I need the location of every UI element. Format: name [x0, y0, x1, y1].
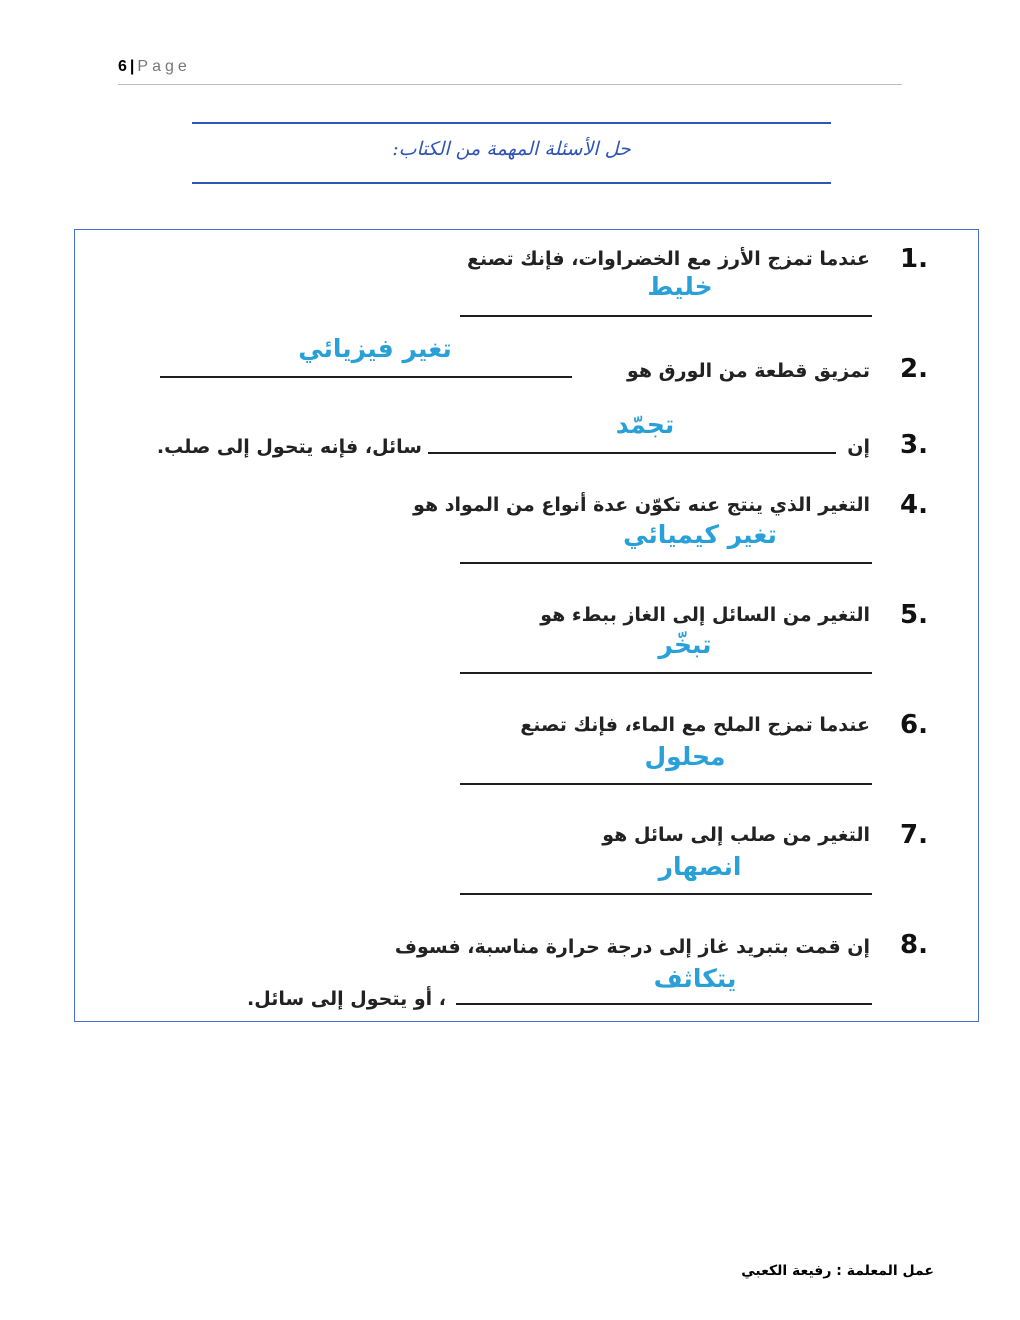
question-text: تمزيق قطعة من الورق هو	[626, 360, 870, 382]
question-text: عندما تمزج الملح مع الماء، فإنك تصنع	[520, 714, 870, 736]
question-number: 5.	[900, 600, 928, 630]
page-label: Page	[137, 58, 191, 75]
answer-text: محلول	[644, 742, 726, 771]
question-number: 8.	[900, 930, 928, 960]
question-text: إن قمت بتبريد غاز إلى درجة حرارة مناسبة، فسوف	[394, 936, 870, 958]
answer-text: تبخّر	[658, 630, 712, 659]
answer-line	[460, 783, 872, 785]
answer-text: تغير كيميائي	[623, 520, 777, 549]
question-text: التغير من صلب إلى سائل هو	[602, 824, 870, 846]
header-divider	[118, 84, 902, 85]
question-text: التغير من السائل إلى الغاز ببطء هو	[540, 604, 870, 626]
answer-text: تغير فيزيائي	[298, 334, 452, 363]
answer-text: يتكاثف	[653, 964, 737, 993]
question-text: التغير الذي ينتج عنه تكوّن عدة أنواع من المواد هو	[413, 494, 870, 516]
answer-line	[460, 315, 872, 317]
footer-credit: عمل المعلمة : رفيعة الكعبي	[741, 1263, 934, 1279]
title-rule-top	[192, 122, 831, 124]
question-text-before: إن	[847, 436, 870, 458]
question-number: 6.	[900, 710, 928, 740]
answer-line	[160, 376, 572, 378]
page-number: 6	[118, 58, 127, 75]
answer-text: انصهار	[658, 852, 742, 881]
title-rule-bottom	[192, 182, 831, 184]
answer-line	[460, 562, 872, 564]
question-number: 2.	[900, 354, 928, 384]
answer-text: تجمّد	[615, 410, 675, 439]
question-number: 4.	[900, 490, 928, 520]
answer-line	[460, 893, 872, 895]
answer-text: خليط	[647, 272, 713, 301]
page-header	[118, 58, 191, 76]
answer-line	[428, 452, 836, 454]
question-text-after: سائل، فإنه يتحول إلى صلب.	[156, 436, 422, 458]
answer-line	[460, 672, 872, 674]
question-number: 1.	[900, 244, 928, 274]
question-text: عندما تمزج الأرز مع الخضراوات، فإنك تصنع	[467, 248, 870, 270]
page-separator: |	[129, 58, 135, 75]
question-number: 3.	[900, 430, 928, 460]
question-number: 7.	[900, 820, 928, 850]
answer-line	[456, 1003, 872, 1005]
question-text-after: ، أو يتحول إلى سائل.	[247, 988, 446, 1010]
section-title: حل الأسئلة المهمة من الكتاب:	[392, 138, 631, 160]
